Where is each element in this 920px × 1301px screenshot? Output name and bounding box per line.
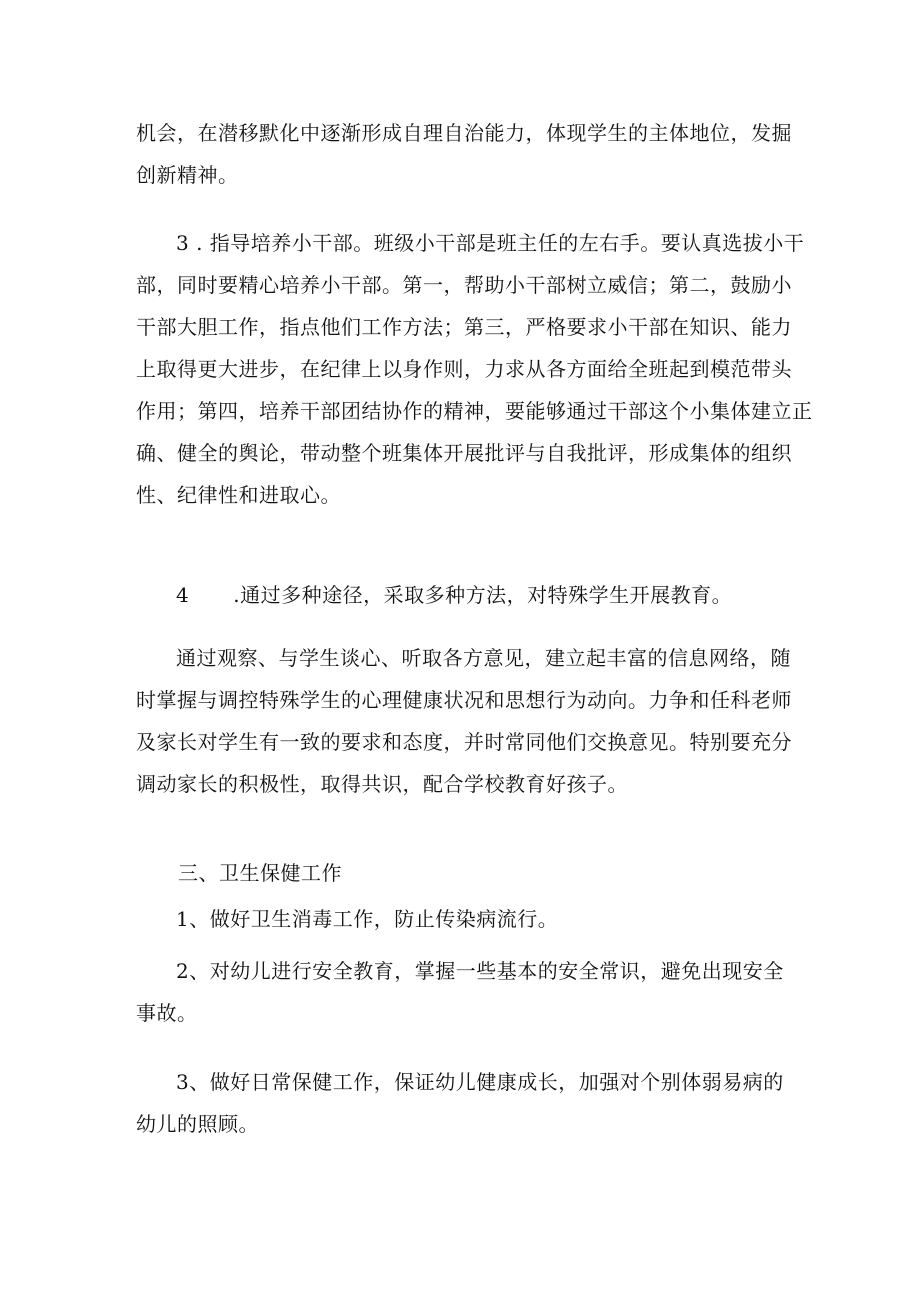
text-line: 时掌握与调控特殊学生的心理健康状况和思想行为动向。力争和任科老师 bbox=[136, 688, 792, 712]
paragraph-item-3 bbox=[136, 222, 813, 516]
paragraph-observation bbox=[136, 637, 792, 805]
paragraph-health-3 bbox=[136, 1061, 786, 1145]
text-line: 1、做好卫生消毒工作，防止传染病流行。 bbox=[176, 907, 559, 931]
text-line: 3、做好日常保健工作，保证幼儿健康成长，加强对个别体弱易病的 bbox=[176, 1070, 784, 1094]
text-line: 3 . 指导培养小干部。班级小干部是班主任的左右手。要认真选拔小干 bbox=[176, 231, 805, 255]
text-line: 作用；第四，培养干部团结协作的精神，要能够通过干部这个小集体建立正 bbox=[136, 399, 813, 423]
text-line: 通过观察、与学生谈心、听取各方意见，建立起丰富的信息网络，随 bbox=[176, 646, 791, 670]
item-number: 4 bbox=[176, 583, 190, 607]
text-line: 创新精神。 bbox=[136, 163, 239, 187]
text-line: 部，同时要精心培养小干部。第一，帮助小干部树立威信；第二，鼓励小 bbox=[136, 273, 792, 297]
text-line: 事故。 bbox=[136, 1001, 198, 1025]
text-line: 调动家长的积极性，取得共识，配合学校教育好孩子。 bbox=[136, 772, 628, 796]
item-text: .通过多种途径，采取多种方法，对特殊学生开展教育。 bbox=[233, 583, 733, 607]
text-line: 及家长对学生有一致的要求和态度，并时常同他们交换意见。特别要充分 bbox=[136, 730, 792, 754]
text-line: 确、健全的舆论，带动整个班集体开展批评与自我批评，形成集体的组织 bbox=[136, 441, 792, 465]
heading-text: 三、卫生保健工作 bbox=[178, 861, 342, 885]
text-line: 机会，在潜移默化中逐渐形成自理自治能力，体现学生的主体地位，发掘 bbox=[136, 121, 792, 145]
paragraph-health-2 bbox=[136, 950, 786, 1034]
text-line: 幼儿的照顾。 bbox=[136, 1112, 259, 1136]
text-line bbox=[136, 574, 786, 616]
text-line: 干部大胆工作，指点他们工作方法；第三，严格要求小干部在知识、能力 bbox=[136, 315, 792, 339]
text-line: 2、对幼儿进行安全教育，掌握一些基本的安全常识，避免出现安全 bbox=[176, 959, 784, 983]
section-heading bbox=[136, 852, 786, 894]
paragraph-continuation bbox=[136, 112, 792, 196]
paragraph-item-4 bbox=[136, 574, 786, 616]
paragraph-health-1 bbox=[136, 898, 786, 940]
text-line: 性、纪律性和进取心。 bbox=[136, 483, 341, 507]
text-line: 上取得更大进步，在纪律上以身作则，力求从各方面给全班起到模范带头 bbox=[136, 357, 792, 381]
